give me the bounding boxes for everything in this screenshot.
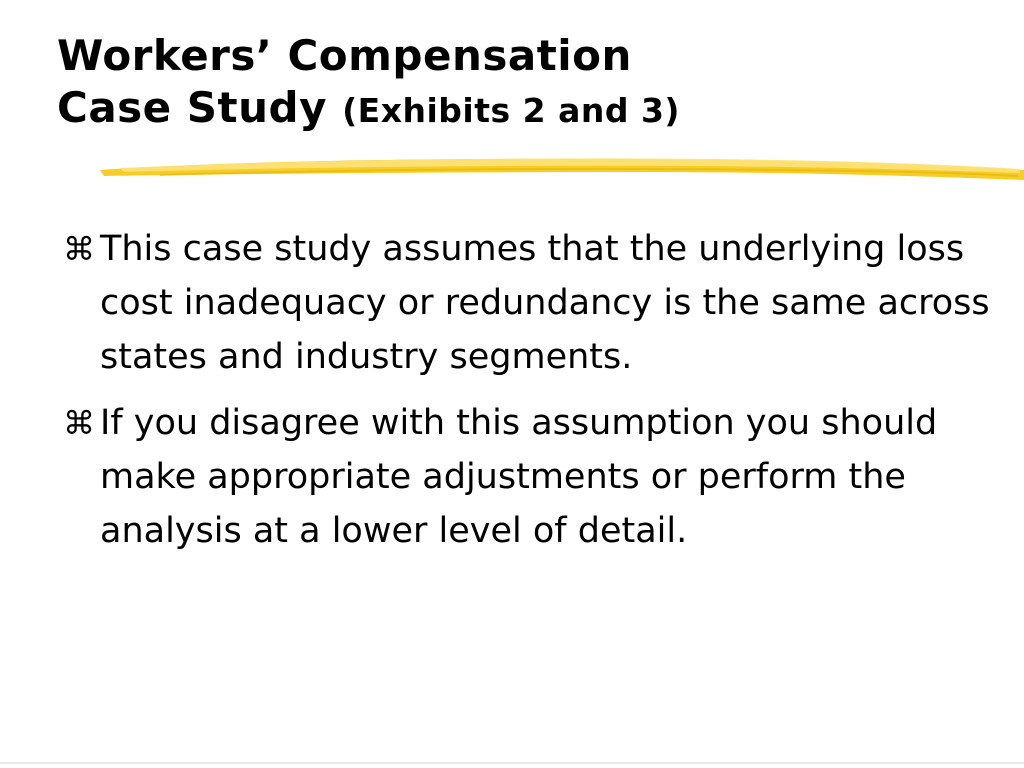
bottom-divider bbox=[0, 762, 1024, 764]
slide-title bbox=[57, 30, 680, 137]
bullet-text: If you disagree with this assumption you should make appropriate adjustments or perform the analysis at a lower level of detail. bbox=[100, 403, 938, 551]
title-line-2: Case Study bbox=[57, 83, 327, 132]
highlighter-underline bbox=[100, 150, 1024, 186]
bullet-glyph-icon: ⌘ bbox=[63, 230, 95, 268]
bullet-list bbox=[63, 222, 993, 570]
bullet-item bbox=[63, 222, 993, 384]
title-line-1: Workers’ Compensation bbox=[57, 31, 632, 80]
bullet-item bbox=[63, 396, 993, 558]
title-subtitle: (Exhibits 2 and 3) bbox=[342, 91, 680, 130]
bullet-text: This case study assumes that the underlying loss cost inadequacy or redundancy is the same across states and industry segments. bbox=[100, 229, 990, 377]
bullet-glyph-icon: ⌘ bbox=[63, 404, 95, 442]
